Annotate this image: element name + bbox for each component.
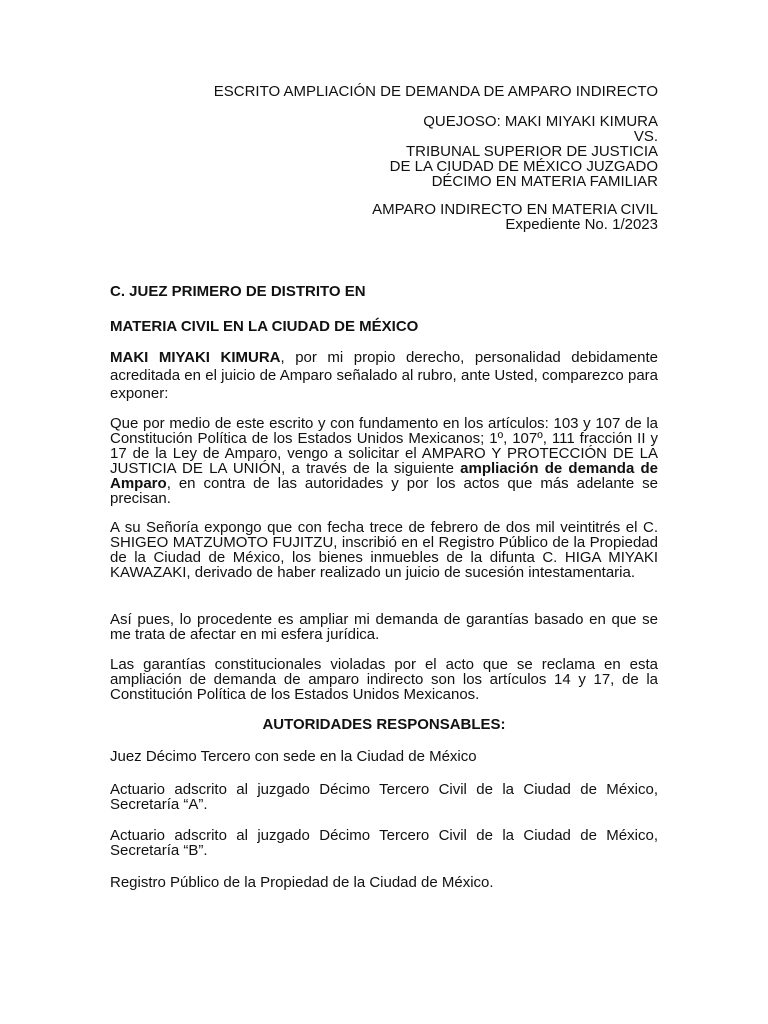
authority-item: Actuario adscrito al juzgado Décimo Tercero Civil de la Ciudad de México, Secretaría “A”. [110, 781, 658, 813]
tribunal-line-3: DÉCIMO EN MATERIA FAMILIAR [431, 173, 658, 190]
paragraph-fundamento [110, 416, 658, 506]
case-block [372, 202, 658, 232]
quejoso-line: QUEJOSO: MAKI MIYAKI KIMURA [423, 113, 658, 130]
tribunal-line-1: TRIBUNAL SUPERIOR DE JUSTICIA [406, 143, 658, 160]
authority-item: Registro Público de la Propiedad de la Ciudad de México. [110, 874, 494, 891]
p1-start: Que por medio de este escrito y con fundamento en los artículos: 103 y 107 de la Constitución Política de los Estados Unidos Mexicanos; 1º, 107º, 111 fracción II y 17 de la Ley de Amparo, vengo a solicitar el AMPARO Y PROTECCIÓN DE LA JUSTICIA DE LA UNIÓN, a través de la siguiente [110, 415, 658, 477]
document-title [214, 84, 658, 99]
paragraph-garantias: Las garantías constitucionales violadas por el acto que se reclama en esta ampliación de demanda de amparo indirecto son los artículos 14 y 17, de la Constitución Política de los Estados Unidos Mexicanos. [110, 656, 658, 703]
expediente-line: Expediente No. 1/2023 [505, 216, 658, 233]
authority-item: Actuario adscrito al juzgado Décimo Tercero Civil de la Ciudad de México, Secretaría “B”. [110, 827, 658, 859]
authorities-heading: AUTORIDADES RESPONSABLES: [262, 716, 506, 733]
title-line: ESCRITO AMPLIACIÓN DE DEMANDA DE AMPARO INDIRECTO [213, 83, 658, 100]
paragraph-procedencia: Así pues, lo procedente es ampliar mi demanda de garantías basado en que se me trata de afectar en mi esfera jurídica. [110, 611, 658, 643]
p1-bold: ampliación de demanda de Amparo [110, 460, 658, 492]
p1-end: , en contra de las autoridades y por los actos que más adelante se precisan. [110, 475, 658, 507]
paragraph-exposicion: A su Señoría expongo que con fecha trece de febrero de dos mil veintitrés el C. SHIGEO MATZUMOTO FUJITZU, inscribió en el Registro Público de la Propiedad de la Ciudad de México, los bienes inmuebles de la difunta C. HIGA MIYAKI KAWAZAKI, derivado de haber realizado un juicio de sucesión intestamentaria. [110, 519, 658, 581]
vs-line: VS. [633, 128, 658, 145]
amparo-type-line: AMPARO INDIRECTO EN MATERIA CIVIL [372, 201, 658, 218]
authority-item: Juez Décimo Tercero con sede en la Ciudad de México [110, 748, 477, 765]
intro-rest: , por mi propio derecho, personalidad debidamente acreditada en el juicio de Amparo señalado al rubro, ante Usted, comparezco para exponer: [110, 349, 659, 402]
tribunal-line-2: DE LA CIUDAD DE MÉXICO JUZGADO [389, 158, 658, 175]
intro-paragraph [110, 349, 658, 403]
parties-block [390, 114, 658, 189]
intro-name: MAKI MIYAKI KIMURA [110, 349, 281, 366]
addressee-line-2: MATERIA CIVIL EN LA CIUDAD DE MÉXICO [110, 318, 419, 335]
addressee-line-1: C. JUEZ PRIMERO DE DISTRITO EN [110, 283, 366, 300]
